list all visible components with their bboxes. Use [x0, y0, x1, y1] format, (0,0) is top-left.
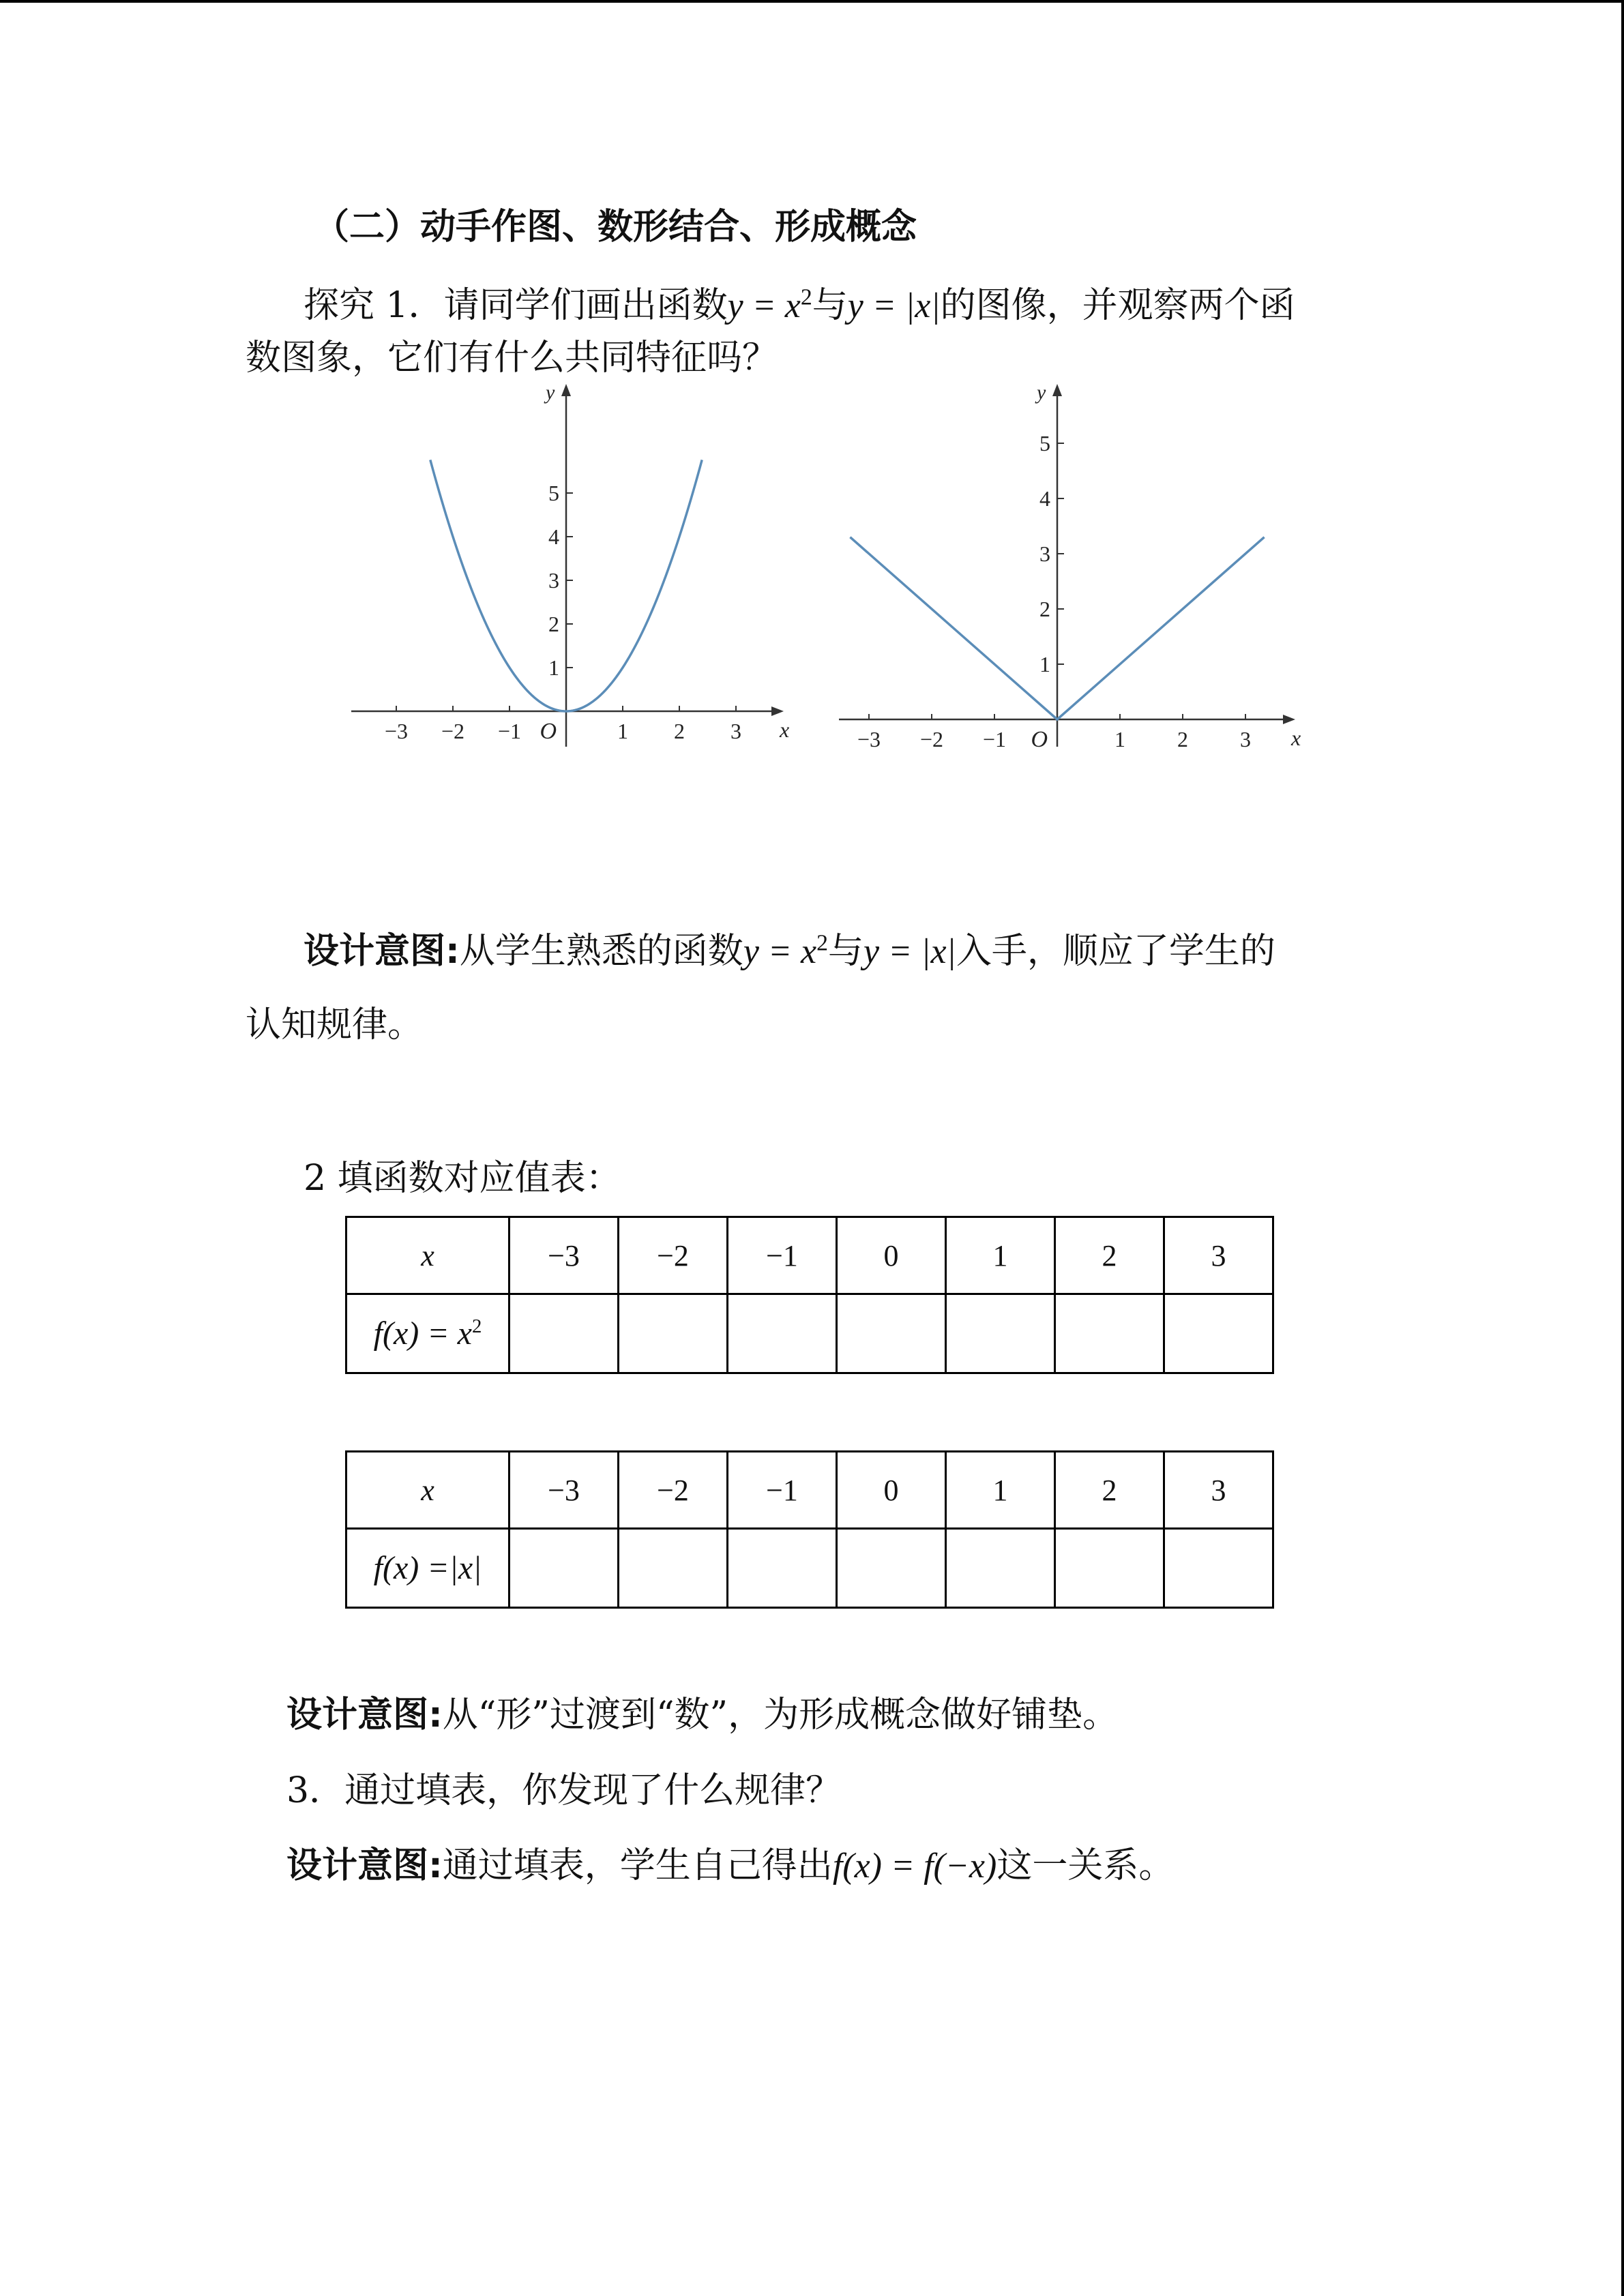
question-2-title: 2 填函数对应值表：	[304, 1158, 621, 1199]
explore1-line2: 数图象，它们有什么共同特征吗？	[246, 338, 778, 378]
y-axis-arrow	[561, 384, 571, 396]
design-formula-square-exp: 2	[816, 930, 828, 956]
x-axis-label: x	[1291, 726, 1301, 750]
explore1-text-a: 探究 1．请同学们画出函数	[304, 285, 728, 326]
x-tick-label: −1	[982, 727, 1007, 751]
value-table-square	[345, 1216, 1274, 1374]
table-header-x: x	[346, 1217, 510, 1294]
y-tick-label: 1	[1039, 652, 1050, 676]
x-tick-label: 3	[1240, 727, 1251, 751]
y-tick-label: 4	[1039, 486, 1050, 511]
x-tick-label: −3	[857, 727, 881, 751]
table-cell-x: 2	[1055, 1217, 1164, 1294]
design-intent-1-text-b: 入手，顺应了学生的	[956, 931, 1275, 972]
parabola-plot	[351, 381, 789, 747]
table-blank-cell[interactable]	[510, 1294, 619, 1373]
x-tick-label: −1	[497, 719, 522, 743]
right-border-line	[1621, 0, 1624, 2296]
y-axis-label: y	[1037, 381, 1046, 404]
parabola-graph	[344, 378, 795, 760]
table-blank-cell[interactable]	[946, 1529, 1055, 1608]
x-tick-label: 1	[1114, 727, 1125, 751]
design-intent-1-text-a: 从学生熟悉的函数	[459, 931, 743, 972]
table-header-fx-abs: f(x) =|x|	[346, 1529, 510, 1608]
table-row	[346, 1452, 1273, 1529]
table-blank-cell[interactable]	[619, 1529, 728, 1608]
y-tick-label: 5	[548, 481, 559, 505]
design-intent-3	[286, 1836, 1174, 1888]
table-header-fx	[346, 1294, 510, 1373]
table-blank-cell[interactable]	[510, 1529, 619, 1608]
fx-square-label: f(x) = x	[373, 1315, 472, 1352]
table-cell-x: −3	[510, 1217, 619, 1294]
fx-square-exp: 2	[471, 1315, 482, 1337]
x-tick-label: −3	[384, 719, 409, 743]
table-cell-x: 1	[946, 1217, 1055, 1294]
table-cell-x: −2	[619, 1452, 728, 1529]
design-formula-square	[743, 932, 828, 971]
formula-square	[728, 286, 812, 325]
table-cell-x: 0	[837, 1217, 946, 1294]
abs-value-plot	[839, 381, 1301, 752]
table-cell-x: −2	[619, 1217, 728, 1294]
origin-label: O	[540, 719, 557, 744]
question-3: 3．通过填表，你发现了什么规律？	[286, 1770, 842, 1811]
y-tick-label: 2	[1039, 597, 1050, 621]
connector-text: 与	[812, 285, 848, 326]
table-blank-cell[interactable]	[946, 1294, 1055, 1373]
x-tick-label: −2	[441, 719, 465, 743]
table-cell-x: 3	[1164, 1217, 1273, 1294]
design-intent-2-label: 设计意图:	[286, 1695, 443, 1735]
design-formula-abs: y = |x|	[863, 932, 956, 971]
table-blank-cell[interactable]	[837, 1529, 946, 1608]
y-axis-label: y	[546, 381, 555, 404]
design-intent-3-text-b: 这一关系。	[996, 1845, 1175, 1886]
design-intent-2	[286, 1686, 1118, 1737]
section-heading: （二）动手作图、数形结合、形成概念	[314, 207, 917, 248]
table-row	[346, 1294, 1273, 1373]
table-cell-x: 1	[946, 1452, 1055, 1529]
y-tick-label: 1	[548, 655, 559, 680]
x-tick-label: −2	[919, 727, 944, 751]
formula-square-exp: 2	[800, 284, 812, 310]
origin-label: O	[1031, 727, 1048, 752]
y-tick-label: 4	[548, 524, 559, 549]
symmetry-formula: f(x) = f(−x)	[832, 1847, 997, 1885]
table-cell-x: 2	[1055, 1452, 1164, 1529]
y-axis-arrow	[1052, 384, 1062, 396]
table-blank-cell[interactable]	[1055, 1294, 1164, 1373]
design-intent-1-line2: 认知规律。	[246, 1004, 424, 1045]
x-axis-arrow	[771, 706, 784, 716]
value-table-abs	[345, 1450, 1274, 1609]
y-tick-label: 5	[1039, 431, 1050, 456]
design-intent-3-label: 设计意图:	[286, 1845, 443, 1886]
x-axis-label: x	[780, 717, 790, 742]
design-connector-text: 与	[827, 931, 863, 972]
table-header-x: x	[346, 1452, 510, 1529]
formula-abs: y = |x|	[847, 286, 941, 325]
y-tick-label: 3	[1039, 541, 1050, 566]
design-intent-3-text-a: 通过填表，学生自己得出	[442, 1845, 833, 1886]
table-cell-x: 3	[1164, 1452, 1273, 1529]
top-border-line	[0, 0, 1624, 3]
explore1-line1	[304, 276, 1295, 327]
table-blank-cell[interactable]	[1164, 1529, 1273, 1608]
table-blank-cell[interactable]	[1055, 1529, 1164, 1608]
table-blank-cell[interactable]	[619, 1294, 728, 1373]
table-cell-x: −3	[510, 1452, 619, 1529]
table-row	[346, 1529, 1273, 1608]
table-cell-x: 0	[837, 1452, 946, 1529]
design-intent-1-label: 设计意图:	[304, 931, 460, 972]
table-blank-cell[interactable]	[1164, 1294, 1273, 1373]
design-intent-1-line1	[304, 922, 1275, 973]
y-tick-label: 2	[548, 612, 559, 636]
table-cell-x: −1	[728, 1217, 837, 1294]
x-tick-label: 3	[730, 719, 741, 743]
explore1-text-b: 的图像，并观察两个函	[940, 285, 1295, 326]
y-tick-label: 3	[548, 568, 559, 593]
table-cell-x: −1	[728, 1452, 837, 1529]
x-tick-label: 1	[617, 719, 628, 743]
table-blank-cell[interactable]	[728, 1294, 837, 1373]
table-row	[346, 1217, 1273, 1294]
abs-value-graph	[836, 378, 1313, 760]
x-axis-arrow	[1283, 715, 1295, 724]
design-intent-2-text: 从“形”过渡到“数”，为形成概念做好铺垫。	[442, 1695, 1119, 1735]
x-tick-label: 2	[1177, 727, 1188, 751]
table-blank-cell[interactable]	[837, 1294, 946, 1373]
formula-square-base: y = x	[727, 286, 801, 325]
table-blank-cell[interactable]	[728, 1529, 837, 1608]
design-formula-square-base: y = x	[743, 932, 817, 971]
x-tick-label: 2	[674, 719, 685, 743]
